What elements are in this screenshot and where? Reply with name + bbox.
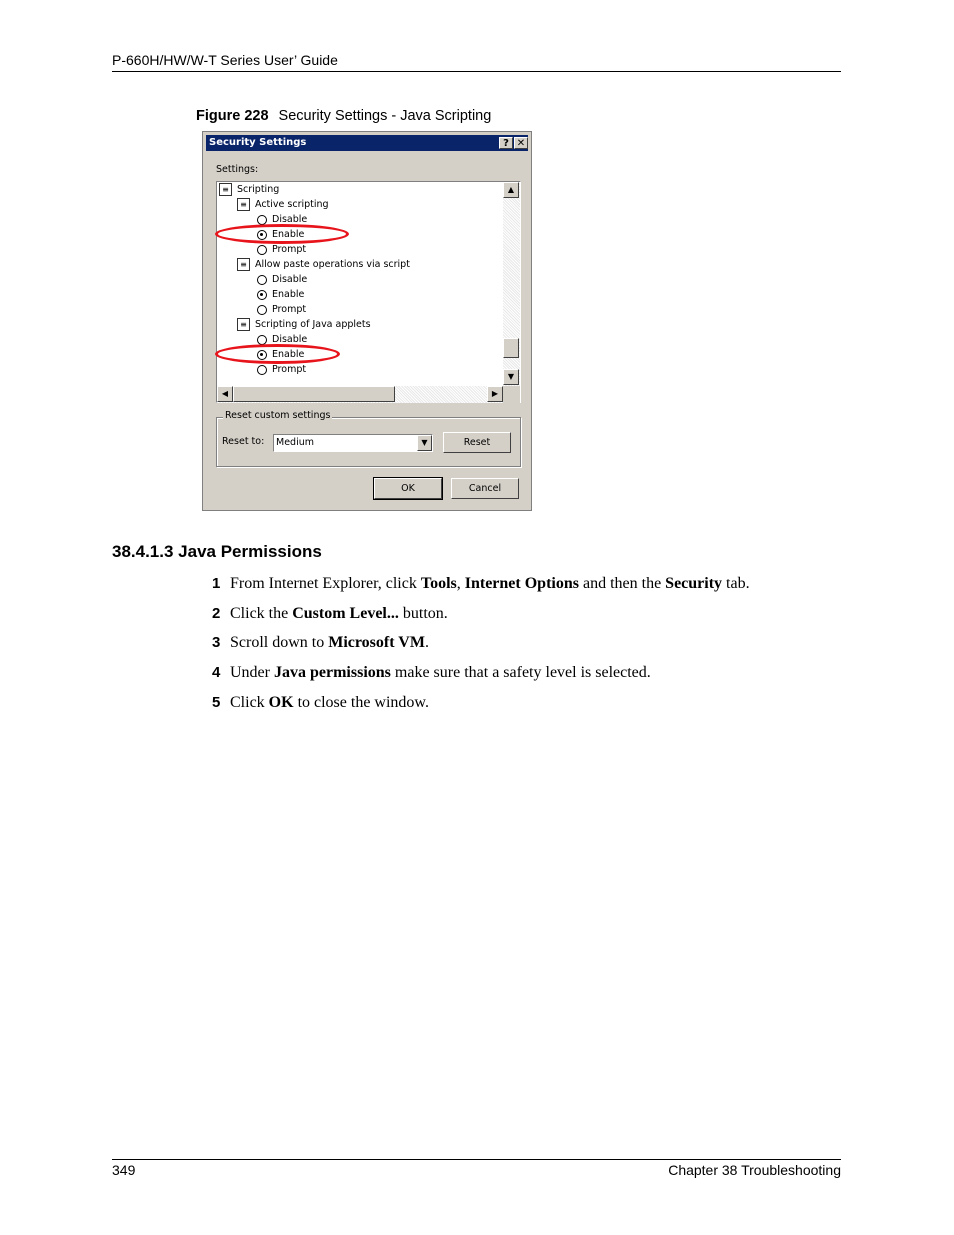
dialog-title: Security Settings — [209, 137, 307, 148]
running-header: P-660H/HW/W-T Series User’ Guide — [112, 52, 338, 68]
radio-icon — [257, 305, 267, 315]
reset-custom-settings-group — [216, 410, 521, 467]
step-number: 2 — [212, 604, 221, 622]
step-item — [212, 631, 750, 661]
scroll-right-icon[interactable]: ▶ — [487, 386, 503, 402]
step-bold: Security — [665, 575, 723, 592]
step-text: and then the — [578, 575, 666, 592]
step-list — [212, 572, 750, 720]
scroll-thumb[interactable] — [503, 338, 519, 358]
tree-label: Scripting — [237, 184, 280, 195]
step-text: , — [456, 575, 465, 592]
step-number: 1 — [212, 575, 221, 592]
help-button[interactable]: ? — [499, 137, 513, 149]
step-text: Click — [230, 693, 269, 711]
step-item — [212, 572, 750, 602]
radio-icon — [257, 245, 267, 255]
settings-label: Settings: — [216, 164, 259, 175]
radio-selected-icon — [257, 290, 267, 300]
section-heading: 38.4.1.3 Java Permissions — [112, 542, 322, 561]
security-settings-dialog — [202, 131, 532, 511]
radio-label: Prompt — [272, 364, 307, 375]
chevron-down-icon[interactable]: ▼ — [417, 435, 432, 451]
close-button[interactable]: ✕ — [514, 137, 528, 149]
tree-label: Scripting of Java applets — [255, 319, 371, 330]
reset-to-label: Reset to: — [222, 436, 265, 447]
settings-icon: ≡ — [219, 183, 232, 196]
reset-level-value: Medium — [276, 437, 314, 448]
radio-label: Enable — [272, 229, 305, 240]
step-bold: Tools — [420, 575, 457, 592]
figure-caption — [196, 108, 491, 124]
settings-icon: ≡ — [237, 258, 250, 271]
scroll-down-icon[interactable]: ▼ — [503, 369, 519, 385]
radio-icon — [257, 275, 267, 285]
step-text: From Internet Explorer, click — [230, 575, 421, 592]
scroll-thumb-horizontal[interactable] — [233, 386, 395, 402]
footer-rule — [112, 1159, 841, 1160]
radio-label: Enable — [272, 289, 305, 300]
radio-label: Enable — [272, 349, 305, 360]
page-number: 349 — [112, 1162, 136, 1178]
highlight-oval — [215, 224, 349, 244]
cancel-button[interactable]: Cancel — [451, 478, 519, 499]
step-bold: Java permissions — [273, 664, 391, 682]
radio-label: Prompt — [272, 244, 307, 255]
step-text: button. — [398, 604, 448, 622]
reset-level-select[interactable] — [273, 434, 433, 452]
figure-title: Security Settings - Java Scripting — [278, 108, 492, 124]
step-item — [212, 691, 750, 721]
header-rule — [112, 71, 841, 72]
step-bold: Custom Level... — [292, 604, 399, 622]
step-bold: Microsoft VM — [328, 634, 425, 652]
step-number: 3 — [212, 634, 221, 652]
chapter-title: Chapter 38 Troubleshooting — [668, 1162, 841, 1178]
radio-icon — [257, 365, 267, 375]
reset-button[interactable]: Reset — [443, 432, 511, 453]
radio-label: Disable — [272, 214, 308, 225]
settings-list[interactable] — [216, 181, 521, 403]
step-text: . — [424, 634, 429, 652]
figure-label: Figure 228 — [196, 108, 269, 124]
scroll-up-icon[interactable]: ▲ — [503, 182, 519, 198]
step-text: Scroll down to — [230, 634, 329, 652]
step-bold: OK — [268, 693, 294, 711]
step-text: make sure that a safety level is selected. — [390, 664, 651, 682]
horizontal-scrollbar[interactable] — [217, 386, 503, 403]
step-text: tab. — [722, 575, 750, 592]
radio-label: Prompt — [272, 304, 307, 315]
tree-label: Allow paste operations via script — [255, 259, 410, 270]
ok-button[interactable]: OK — [374, 478, 442, 499]
radio-label: Disable — [272, 274, 308, 285]
scroll-left-icon[interactable]: ◀ — [217, 386, 233, 402]
radio-label: Disable — [272, 334, 308, 345]
step-number: 5 — [212, 693, 221, 711]
settings-icon: ≡ — [237, 198, 250, 211]
step-text: to close the window. — [293, 693, 429, 711]
step-item — [212, 602, 750, 632]
step-text: Under — [230, 664, 274, 682]
group-title: Reset custom settings — [225, 410, 331, 421]
step-number: 4 — [212, 664, 221, 682]
highlight-oval — [215, 344, 340, 364]
scroll-corner — [503, 386, 520, 403]
tree-label: Active scripting — [255, 199, 329, 210]
step-item — [212, 661, 750, 691]
settings-icon: ≡ — [237, 318, 250, 331]
step-bold: Internet Options — [464, 575, 579, 592]
step-text: Click the — [230, 604, 293, 622]
vertical-scrollbar[interactable] — [503, 182, 520, 386]
dialog-titlebar — [206, 135, 528, 151]
